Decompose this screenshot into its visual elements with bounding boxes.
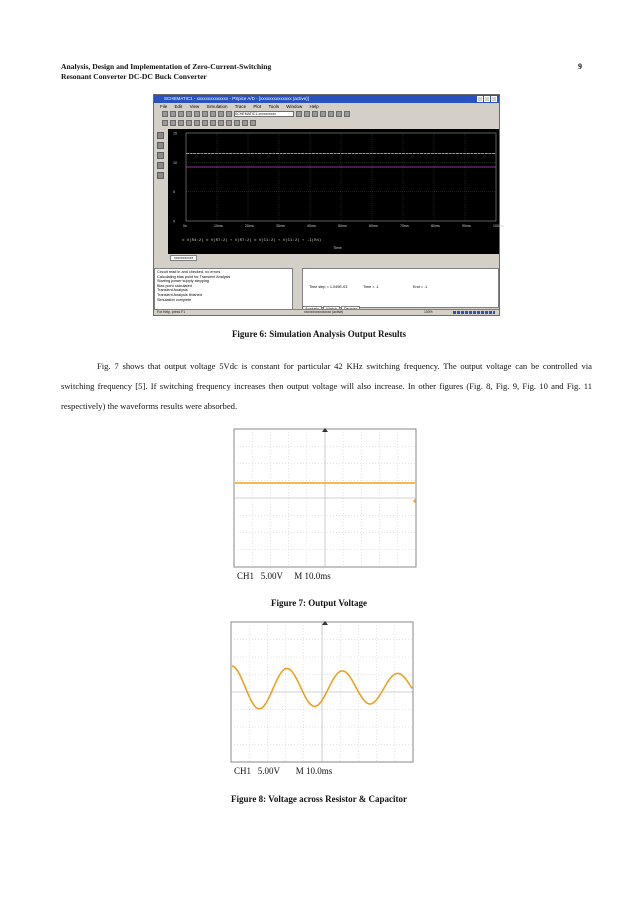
figure7-channel: CH1 [237, 571, 255, 581]
zoom-fit-icon[interactable] [328, 111, 334, 117]
y-tick-label: 5 [173, 190, 175, 195]
status-help-text: For Help, press F1 [157, 310, 186, 314]
figure7-scale-readout [237, 571, 331, 581]
zoom-in-icon[interactable] [312, 111, 318, 117]
slope-icon[interactable] [186, 120, 192, 126]
x-tick-label: 50ms [338, 224, 347, 228]
time-step-readout: Time step = 1.049E-03 [309, 285, 348, 289]
menu-tools[interactable]: Tools [268, 104, 279, 109]
sim-title-bar [154, 95, 499, 103]
y-tick-label: 0 [173, 219, 175, 224]
x-tick-label: 0s [183, 224, 187, 228]
x-tick-label: 10ms [214, 224, 223, 228]
x-tick-label: 60ms [369, 224, 378, 228]
redo-icon[interactable] [226, 111, 232, 117]
log-line: Starting power supply stepping [157, 279, 209, 284]
fft-icon[interactable] [242, 120, 248, 126]
trough-icon[interactable] [178, 120, 184, 126]
log-line: Transient Analysis [157, 288, 188, 293]
x-tick-label: 80ms [431, 224, 440, 228]
sim-plot [168, 129, 504, 254]
copy-icon[interactable] [202, 111, 208, 117]
side-tool-icon[interactable] [157, 162, 164, 169]
point-icon[interactable] [210, 120, 216, 126]
sim-info-panel [302, 268, 499, 308]
log-line: Circuit read in and checked, no errors [157, 270, 221, 274]
sim-plot-tab[interactable]: xxxxxxxxxxx [170, 255, 197, 261]
running-header [61, 62, 271, 82]
x-tick-label: 30ms [276, 224, 285, 228]
figure8-channel: CH1 [234, 766, 252, 776]
time-readout: Time = .1 [363, 285, 379, 289]
min-icon[interactable] [194, 120, 200, 126]
side-tool-icon[interactable] [157, 152, 164, 159]
sim-toolbar-1 [154, 110, 499, 119]
side-tool-icon[interactable] [157, 142, 164, 149]
x-tick-label: 20ms [245, 224, 254, 228]
y-tick-label: 15 [173, 131, 177, 136]
pause-icon[interactable] [304, 111, 310, 117]
running-header-line2: Resonant Converter DC-DC Buck Converter [61, 72, 207, 81]
peak-icon[interactable] [170, 120, 176, 126]
profile-combo[interactable]: SCHEMATIC1-xxxxxxxxxx [234, 111, 294, 117]
figure8-time-div: M 10.0ms [295, 766, 333, 776]
sim-menu-bar [154, 103, 499, 110]
side-tool-icon[interactable] [157, 132, 164, 139]
save-icon[interactable] [178, 111, 184, 117]
add-trace-icon[interactable] [344, 111, 350, 117]
figure7-volts-div: 5.00V [260, 571, 284, 581]
sim-window-buttons [477, 96, 497, 102]
log-line: Transient Analysis finished [157, 292, 202, 297]
run-icon[interactable] [296, 111, 302, 117]
print-icon[interactable] [186, 111, 192, 117]
maximize-icon[interactable] [484, 96, 490, 102]
sim-window-title: SCHEMATIC1 - xxxxxxxxxxxxxx - PSpice A/D - [xxxxxxxxxxxxxx (active)] [164, 96, 309, 101]
sim-legend: ◇ V(R4:2) ◇ V(R7:2) ∘ V(R7:2) ◇ V(C1:2) ∘ V(C1:2) ∘ -I(R4) [182, 239, 322, 243]
sim-plot-tab-bar [168, 254, 499, 262]
side-tool-icon[interactable] [157, 172, 164, 179]
running-header-line1: Analysis, Design and Implementation of Zero-Current-Switching [61, 62, 272, 71]
cursor-icon[interactable] [162, 120, 168, 126]
page-number: 9 [578, 62, 582, 71]
performance-icon[interactable] [250, 120, 256, 126]
figure8-volts-div: 5.00V [257, 766, 281, 776]
x-tick-label: 100ms [493, 224, 504, 228]
figure7-time-div: M 10.0ms [294, 571, 331, 581]
log-line: Simulation complete [157, 297, 192, 302]
x-tick-label: 70ms [400, 224, 409, 228]
undo-icon[interactable] [218, 111, 224, 117]
open-icon[interactable] [170, 111, 176, 117]
paste-icon[interactable] [210, 111, 216, 117]
status-percent: 100% [424, 310, 433, 314]
figure8-scale-readout [234, 766, 332, 776]
mark-icon[interactable] [234, 120, 240, 126]
sim-status-bar [154, 309, 499, 315]
y-tick-label: 10 [173, 160, 177, 165]
label-icon[interactable] [226, 120, 232, 126]
body-paragraph [61, 356, 592, 416]
sim-x-axis-label: Time [333, 245, 342, 250]
status-active-profile: xxxxxxxxxxxxxxxx (active) [304, 310, 344, 314]
log-line: Bias point calculated [157, 283, 192, 288]
cut-icon[interactable] [194, 111, 200, 117]
zoom-out-icon[interactable] [320, 111, 326, 117]
x-tick-label: 40ms [307, 224, 316, 228]
sim-side-toolbar [155, 129, 167, 289]
end-readout: End = .1 [413, 285, 428, 289]
menu-plot[interactable]: Plot [253, 104, 262, 109]
figure7-oscilloscope [232, 427, 420, 569]
simulation-screenshot [153, 94, 504, 316]
menu-help[interactable]: Help [309, 104, 319, 109]
menu-view[interactable]: View [189, 104, 200, 109]
next-transition-icon[interactable] [218, 120, 224, 126]
menu-trace[interactable]: Trace [234, 104, 247, 109]
figure8-caption: Figure 8: Voltage across Resistor & Capacitor [231, 794, 407, 804]
log-line: Calculating bias point for Transient Analysis [157, 274, 231, 279]
sim-plot-grid [186, 133, 496, 221]
sim-output-log [154, 268, 293, 312]
max-icon[interactable] [202, 120, 208, 126]
menu-file[interactable]: File [160, 104, 168, 109]
menu-window[interactable]: Window [286, 104, 303, 109]
new-icon[interactable] [162, 111, 168, 117]
status-progress-bar [453, 311, 495, 314]
figure6-caption: Figure 6: Simulation Analysis Output Results [231, 329, 407, 339]
figure8-oscilloscope [229, 620, 417, 764]
menu-simulation[interactable]: Simulation [206, 104, 228, 109]
figure7-caption: Figure 7: Output Voltage [270, 598, 368, 608]
sim-toolbar-2 [154, 119, 499, 128]
menu-edit[interactable]: Edit [174, 104, 183, 109]
close-icon[interactable] [491, 96, 497, 102]
minimize-icon[interactable] [477, 96, 483, 102]
zoom-area-icon[interactable] [336, 111, 342, 117]
body-paragraph-text: Fig. 7 shows that output voltage 5Vdc is constant for particular 42 KHz switching frequency. The output voltage can be controlled via switching frequency [5]. If switching frequency increases then output voltage will also increase. In other figures (Fig. 8, Fig. 9, Fig. 10 and Fig. 11 respectively) the waveforms results were absorbed. [61, 361, 592, 411]
x-tick-label: 90ms [462, 224, 471, 228]
